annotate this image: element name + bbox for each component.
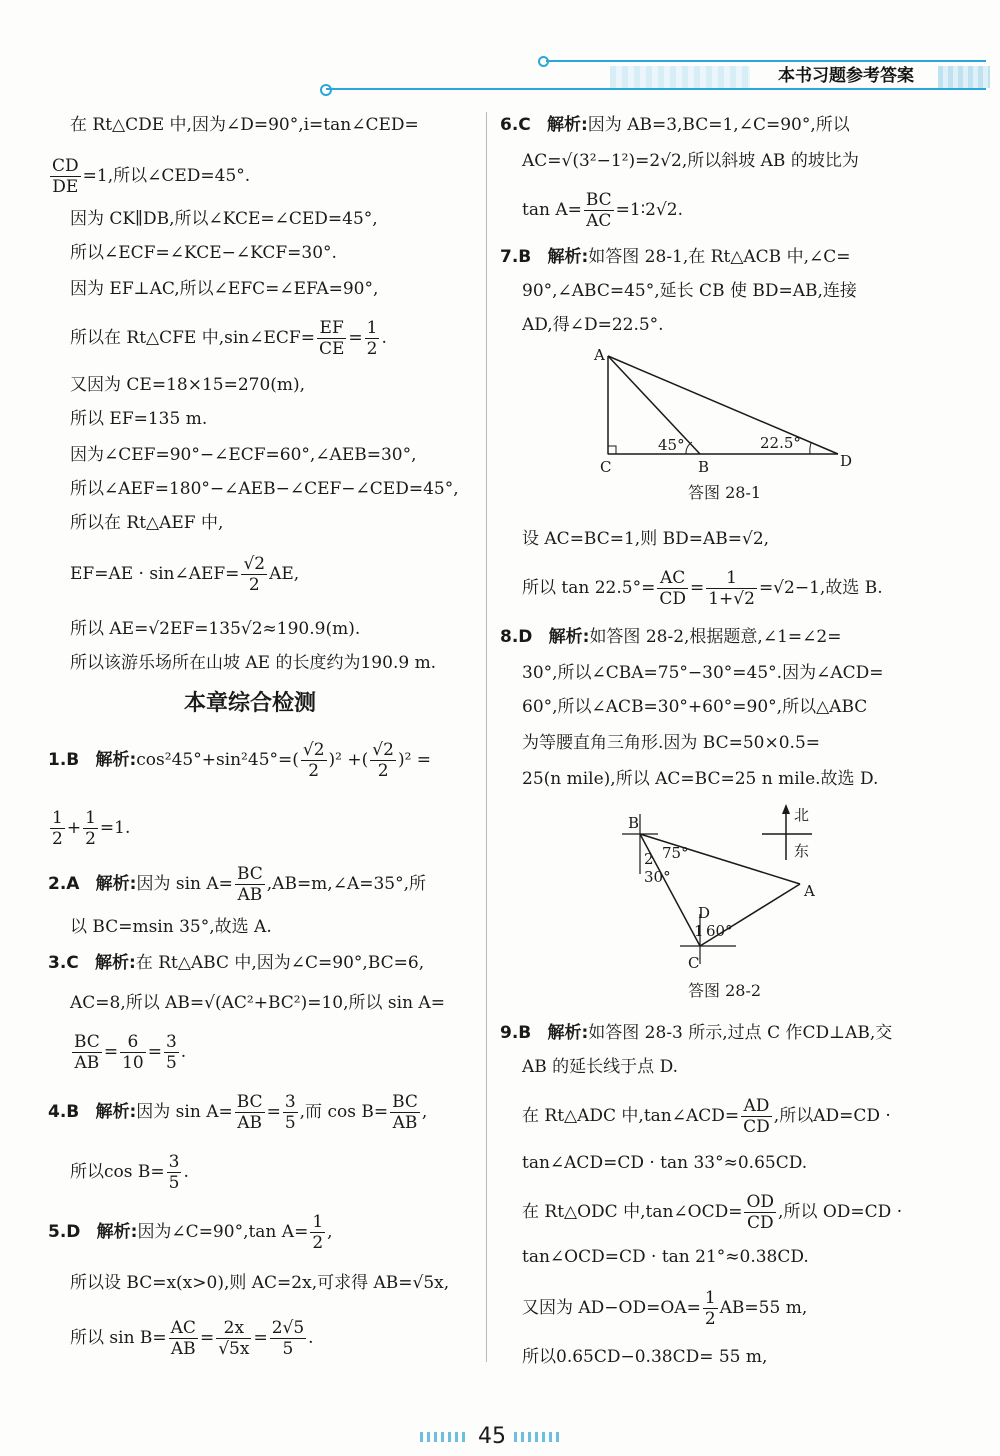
- fraction: $\frac{3}{5}$: [284, 1092, 296, 1133]
- fraction: $\frac{2x}{√5x}$: [218, 1318, 250, 1359]
- fraction: $\frac{3}{5}$: [168, 1152, 180, 1193]
- text-line: 又因为 CE=18×15=270(m),: [70, 375, 306, 395]
- text-line: 所以∠AEF=180°−∠AEB−∠CEF−∠CED=45°,: [70, 479, 459, 499]
- text-line: 所以设 BC=x(x>0),则 AC=2x,可求得 AB=√5x,: [70, 1273, 450, 1293]
- fraction: $\frac{AC}{CD}$: [659, 568, 686, 609]
- text-line: 30°,所以∠CBA=75°−30°=45°.因为∠ACD=: [522, 663, 884, 683]
- fraction: $\frac{AC}{AB}$: [170, 1318, 196, 1359]
- right-angle-mark: [608, 446, 616, 454]
- angle-1: 1: [694, 922, 704, 940]
- text-line: 所以在 Rt△AEF 中,: [70, 513, 224, 533]
- fraction: $\frac{1}{2}$: [704, 1288, 716, 1329]
- text-line: 在 Rt△ADC 中,tan∠ACD= $\frac{AD}{CD}$ ,所以AD=CD ·: [522, 1096, 891, 1137]
- fraction: $\frac{BC}{AB}$: [236, 864, 263, 905]
- text-line: AC=8,所以 AB=√(AC²+BC²)=10,所以 sin A=: [70, 993, 445, 1013]
- fraction: $\frac{1}{2}$: [312, 1212, 324, 1253]
- fraction: $\frac{AD}{CD}$: [743, 1096, 770, 1137]
- text-line: 以 BC=msin 35°,故选 A.: [70, 917, 272, 937]
- header-dot-icon-left: [320, 84, 332, 96]
- footer-deco: [514, 1432, 560, 1442]
- text-line: 因为∠CEF=90°−∠ECF=60°,∠AEB=30°,: [70, 445, 417, 465]
- text-line: tan∠OCD=CD · tan 21°≈0.38CD.: [522, 1247, 809, 1267]
- fraction: $\frac{OD}{CD}$: [746, 1192, 775, 1233]
- label-c: C: [600, 458, 612, 476]
- text-line: $\frac{BC}{AB}$ = $\frac{6}{10}$ = $\frac{3}{5}$ .: [74, 1032, 187, 1073]
- angle-2: 2: [644, 850, 654, 868]
- text-line: tan A= $\frac{BC}{AC}$ =1∶2√2.: [522, 190, 684, 231]
- text-line: 所以 tan 22.5°= $\frac{AC}{CD}$ = $\frac{1}{1+√2}$ =√2−1,故选 B.: [522, 568, 883, 609]
- text-line: 所以 EF=135 m.: [70, 409, 208, 429]
- answer-item: 3.C 解析:在 Rt△ABC 中,因为∠C=90°,BC=6,: [48, 953, 425, 973]
- fraction: $\frac{BC}{AB}$: [236, 1092, 263, 1133]
- page-number: 45: [478, 1424, 506, 1449]
- column-divider: [486, 112, 487, 1362]
- figure-28-1: [582, 346, 862, 476]
- header-band: [610, 66, 750, 88]
- fraction: $\frac{CD}{DE}$: [52, 156, 79, 197]
- answer-item: 6.C 解析:因为 AB=3,BC=1,∠C=90°,所以: [500, 115, 850, 135]
- text-line: 所以 AE=√2EF=135√2≈190.9(m).: [70, 619, 361, 639]
- figure-28-2: [618, 804, 858, 974]
- text-line: 所以在 Rt△CFE 中,sin∠ECF= $\frac{EF}{CE}$ = $\frac{1}{2}$ .: [70, 318, 387, 359]
- fraction: $\frac{√2}{2}$: [302, 740, 325, 781]
- fraction: $\frac{BC}{AC}$: [585, 190, 612, 231]
- label-d: D: [698, 904, 711, 922]
- angle-45: 45°: [658, 436, 685, 454]
- page-header: [0, 56, 1000, 96]
- label-d: D: [840, 452, 853, 470]
- angle-30: 30°: [644, 868, 671, 886]
- figure-caption: 答图 28-2: [688, 981, 762, 1000]
- fraction: $\frac{1}{2}$: [52, 808, 63, 849]
- text-line: tan∠ACD=CD · tan 33°≈0.65CD.: [522, 1153, 808, 1173]
- label-a: A: [594, 346, 605, 364]
- fraction: $\frac{6}{10}$: [122, 1032, 144, 1073]
- text-line: 又因为 AD−OD=OA= $\frac{1}{2}$ AB=55 m,: [522, 1288, 808, 1329]
- text-line: AD,得∠D=22.5°.: [522, 315, 664, 335]
- text-line: $\frac{CD}{DE}$ =1,所以∠CED=45°.: [52, 156, 251, 197]
- answer-item: 4.B 解析:因为 sin A= $\frac{BC}{AB}$ = $\frac{3}{5}$ ,而 cos B= $\frac{BC}{AB}$ ,: [48, 1092, 428, 1133]
- text-line: AB 的延长线于点 D.: [522, 1057, 679, 1077]
- label-c: C: [688, 954, 700, 972]
- fraction: $\frac{EF}{CE}$: [318, 318, 345, 359]
- text-line: 在 Rt△CDE 中,因为∠D=90°,i=tan∠CED=: [70, 115, 419, 135]
- angle-75: 75°: [662, 844, 689, 862]
- footer-deco: [420, 1432, 466, 1442]
- answer-item: 8.D 解析:如答图 28-2,根据题意,∠1=∠2=: [500, 627, 842, 647]
- fraction: $\frac{3}{5}$: [165, 1032, 177, 1073]
- text-line: $\frac{1}{2}$ + $\frac{1}{2}$ =1.: [52, 808, 131, 849]
- answer-item: 2.A 解析:因为 sin A= $\frac{BC}{AB}$ ,AB=m,∠A=35°,所: [48, 864, 427, 905]
- text-line: 为等腰直角三角形.因为 BC=50×0.5=: [522, 733, 821, 753]
- text-line: 60°,所以∠ACB=30°+60°=90°,所以△ABC: [522, 697, 868, 717]
- text-line: 25(n mile),所以 AC=BC=25 n mile.故选 D.: [522, 769, 879, 789]
- text-line: 因为 CK∥DB,所以∠KCE=∠CED=45°,: [70, 209, 378, 229]
- text-line: AC=√(3²−1²)=2√2,所以斜坡 AB 的坡比为: [522, 151, 859, 171]
- answer-item: 5.D 解析:因为∠C=90°,tan A= $\frac{1}{2}$ ,: [48, 1212, 333, 1253]
- text-line: 在 Rt△ODC 中,tan∠OCD= $\frac{OD}{CD}$ ,所以 OD=CD ·: [522, 1192, 903, 1233]
- answer-item: 9.B 解析:如答图 28-3 所示,过点 C 作CD⊥AB,交: [500, 1023, 893, 1043]
- label-a: A: [804, 882, 815, 900]
- segment-ab: [608, 356, 700, 454]
- fraction: $\frac{BC}{AB}$: [392, 1092, 418, 1133]
- fraction: $\frac{1}{2}$: [85, 808, 96, 849]
- section-title: 本章综合检测: [184, 691, 317, 716]
- text-line: 所以该游乐场所在山坡 AE 的长度约为190.9 m.: [70, 653, 437, 673]
- angle-22-5: 22.5°: [760, 434, 801, 452]
- fraction: $\frac{1}{2}$: [366, 318, 378, 359]
- label-b: B: [698, 458, 710, 476]
- header-rule-lower: [326, 88, 986, 90]
- text-line: 所以cos B= $\frac{3}{5}$ .: [70, 1152, 189, 1193]
- fraction: $\frac{2√5}{5}$: [271, 1318, 305, 1359]
- fraction: $\frac{BC}{AB}$: [74, 1032, 100, 1073]
- fraction: $\frac{√2}{2}$: [372, 740, 394, 781]
- fraction: $\frac{1}{1+√2}$: [708, 568, 755, 609]
- east-label: 东: [794, 842, 810, 860]
- header-title: 本书习题参考答案: [778, 66, 914, 86]
- text-line: 因为 EF⊥AC,所以∠EFC=∠EFA=90°,: [70, 279, 379, 299]
- text-line: 90°,∠ABC=45°,延长 CB 使 BD=AB,连接: [522, 281, 857, 301]
- answer-item: 7.B 解析:如答图 28-1,在 Rt△ACB 中,∠C=: [500, 247, 851, 267]
- text-line: 所以 sin B= $\frac{AC}{AB}$ = $\frac{2x}{√5x}$ = $\frac{2√5}{5}$ .: [70, 1318, 314, 1359]
- north-arrow-icon: [782, 804, 790, 814]
- text-line: 所以∠ECF=∠KCE−∠KCF=30°.: [70, 243, 337, 263]
- text-line: EF=AE · sin∠AEF= $\frac{√2}{2}$ AE,: [70, 554, 300, 595]
- text-line: 设 AC=BC=1,则 BD=AB=√2,: [522, 529, 770, 549]
- angle-60: 60°: [706, 922, 733, 940]
- label-b: B: [628, 814, 640, 832]
- angle-arc: [810, 443, 811, 454]
- text-line: 所以0.65CD−0.38CD= 55 m,: [522, 1347, 768, 1367]
- header-rule: [546, 60, 986, 62]
- segment-ad: [608, 356, 838, 454]
- fraction: $\frac{√2}{2}$: [243, 554, 266, 595]
- header-band-right: [938, 66, 990, 88]
- answer-item: 1.B 解析:cos²45°+sin²45°=( $\frac{√2}{2}$ )² +( $\frac{√2}{2}$ )² =: [48, 740, 432, 781]
- figure-caption: 答图 28-1: [688, 483, 762, 502]
- north-label: 北: [794, 806, 810, 824]
